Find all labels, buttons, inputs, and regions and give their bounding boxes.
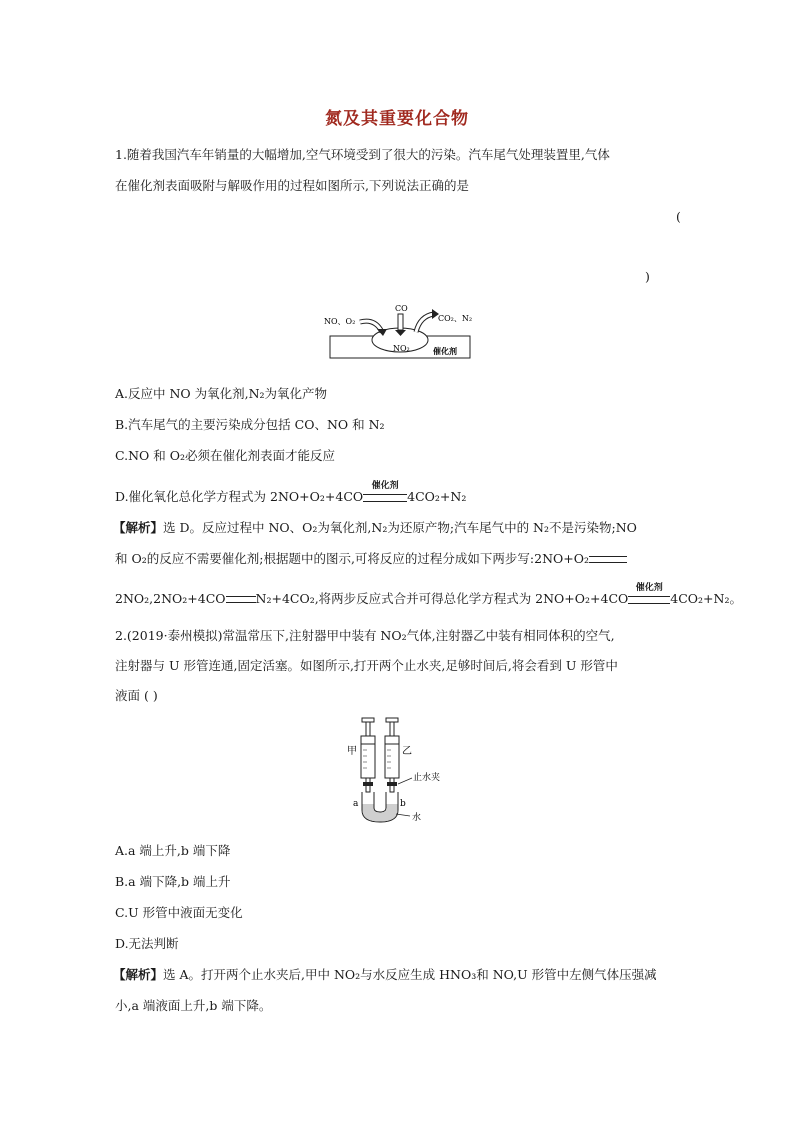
plunger-jia-icon bbox=[362, 718, 374, 722]
syringe-jia-icon bbox=[361, 736, 375, 778]
clamp-yi-icon bbox=[387, 782, 397, 786]
q2-analysis-line2: 小,a 端液面上升,b 端下降。 bbox=[115, 998, 272, 1013]
label-yi: 乙 bbox=[402, 746, 412, 757]
q1-catalyst-diagram bbox=[320, 302, 480, 364]
catalyst-arrow bbox=[363, 481, 407, 506]
q1-stem-line1: 1.随着我国汽车年销量的大幅增加,空气环境受到了很大的污染。汽车尾气处理装置里,气体 bbox=[115, 147, 610, 162]
catalyst-arrow bbox=[628, 583, 670, 608]
q2-analysis-line1 bbox=[113, 966, 657, 984]
fig1-catalyst-label: 催化剂 bbox=[433, 346, 457, 356]
q2-stem-line1: 2.(2019·泰州模拟)常温常压下,注射器甲中装有 NO₂气体,注射器乙中装有相同体积的空气, bbox=[115, 628, 615, 643]
q2-option-a: A.a 端上升,b 端下降 bbox=[115, 843, 231, 858]
q1-analysis-line2 bbox=[115, 550, 627, 568]
catalyst-arrow-label: 催化剂 bbox=[635, 583, 663, 593]
q1-option-d-suffix: 4CO₂+N₂ bbox=[407, 489, 467, 504]
q1-option-c: C.NO 和 O₂必须在催化剂表面才能反应 bbox=[115, 448, 335, 463]
catalyst-arrow-label: 催化剂 bbox=[371, 481, 399, 491]
q1-option-b: B.汽车尾气的主要污染成分包括 CO、NO 和 N₂ bbox=[115, 417, 385, 432]
plunger-yi-icon bbox=[386, 718, 398, 722]
fig1-center-label: NO₂ bbox=[393, 344, 410, 353]
q1-stem-line2: 在催化剂表面吸附与解吸作用的过程如图所示,下列说法正确的是 bbox=[115, 178, 469, 193]
q2-option-d: D.无法判断 bbox=[115, 936, 179, 951]
q2-stem-line3: 液面 ( ) bbox=[115, 688, 158, 703]
q1-analysis-text2: 和 O₂的反应不需要催化剂;根据题中的图示,可将反应的过程分成如下两步写:2NO+O₂ bbox=[115, 551, 590, 566]
q1-analysis-text3a: 2NO₂,2NO₂+4CO bbox=[115, 591, 226, 606]
q1-analysis-text1: 选 D。反应过程中 NO、O₂为氧化剂,N₂为还原产物;汽车尾气中的 N₂不是污染物;NO bbox=[163, 520, 637, 535]
fig1-left-label: NO、O₂ bbox=[324, 317, 356, 326]
page-title: 氮及其重要化合物 bbox=[325, 109, 469, 129]
label-b: b bbox=[400, 799, 406, 809]
equals-sign bbox=[226, 590, 256, 608]
q2-stem-line2: 注射器与 U 形管连通,固定活塞。如图所示,打开两个止水夹,足够时间后,将会看到 U 形管中 bbox=[115, 658, 618, 673]
q1-analysis-tag: 【解析】 bbox=[113, 520, 164, 535]
q1-analysis-text3b: N₂+4CO₂,将两步反应式合并可得总化学方程式为 2NO+O₂+4CO bbox=[255, 591, 629, 606]
equals-sign bbox=[589, 550, 627, 568]
label-jia: 甲 bbox=[347, 746, 357, 757]
q1-option-a: A.反应中 NO 为氧化剂,N₂为氧化产物 bbox=[115, 386, 328, 401]
q2-option-c: C.U 形管中液面无变化 bbox=[115, 905, 243, 920]
q1-option-d bbox=[115, 481, 467, 506]
q2-analysis-tag: 【解析】 bbox=[113, 967, 164, 982]
q2-option-b: B.a 端下降,b 端上升 bbox=[115, 874, 231, 889]
q1-analysis-line3 bbox=[115, 583, 742, 608]
fig1-top-label: CO bbox=[395, 304, 408, 313]
q1-paren-open: ( bbox=[676, 209, 681, 224]
q2-syringe-diagram bbox=[340, 714, 450, 826]
co-arrow-icon bbox=[398, 314, 403, 330]
label-clamp: 止水夹 bbox=[413, 773, 441, 783]
q1-analysis-text3c: 4CO₂+N₂。 bbox=[670, 591, 742, 606]
water-fill bbox=[363, 804, 398, 822]
q1-option-d-prefix: D.催化氧化总化学方程式为 2NO+O₂+4CO bbox=[115, 489, 364, 504]
clamp-jia-icon bbox=[363, 782, 373, 786]
q1-analysis-line1 bbox=[113, 519, 637, 537]
label-water: 水 bbox=[412, 813, 422, 823]
q1-paren-close: ) bbox=[645, 269, 650, 284]
syringe-yi-icon bbox=[385, 736, 399, 778]
label-a: a bbox=[353, 799, 359, 809]
q2-analysis-text1: 选 A。打开两个止水夹后,甲中 NO₂与水反应生成 HNO₃和 NO,U 形管中左侧气体压强减 bbox=[163, 967, 657, 982]
fig1-right-label: CO₂、N₂ bbox=[438, 314, 473, 323]
